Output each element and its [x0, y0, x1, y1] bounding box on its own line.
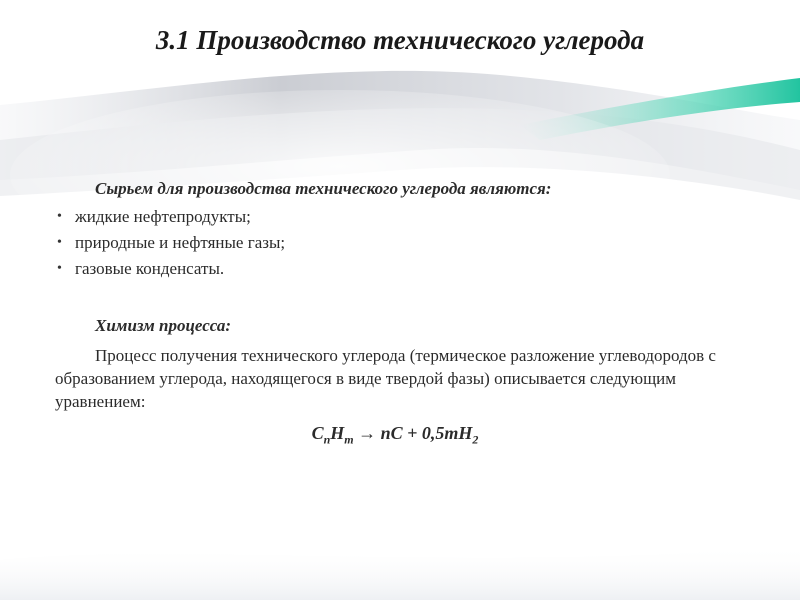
list-item-text: газовые конденсаты. — [75, 259, 225, 278]
lead-text: Сырьем для производства технического углерода являются: — [95, 179, 552, 198]
formula-2-subscript: 2 — [472, 432, 479, 447]
slide-title: 3.1 Производство технического углерода — [155, 25, 645, 55]
bullet-icon: • — [57, 235, 62, 250]
list-item — [53, 256, 735, 281]
reaction-equation — [55, 421, 735, 453]
formula-arrow: → — [353, 423, 381, 443]
feedstock-list — [55, 204, 735, 281]
list-item-text: жидкие нефтепродукты; — [75, 207, 251, 226]
process-heading: Химизм процесса: — [95, 316, 232, 335]
formula-h: H — [330, 423, 345, 443]
bullet-icon: • — [57, 261, 62, 276]
formula-n-subscript: n — [323, 432, 331, 447]
list-item-text: природные и нефтяные газы; — [75, 233, 286, 252]
formula-products: nC + 0,5mH — [380, 423, 473, 443]
formula-c: C — [311, 423, 324, 443]
list-item — [53, 230, 735, 255]
bullet-icon: • — [57, 209, 62, 224]
slide-body — [55, 176, 735, 453]
process-paragraph: Процесс получения технического углерода (термическое разложение углеводородов с образованием углерода, находящегося в виде твердой фазы) описывается следующим уравнением: — [55, 346, 716, 411]
list-item — [53, 204, 735, 229]
formula-m-subscript: m — [344, 432, 354, 447]
